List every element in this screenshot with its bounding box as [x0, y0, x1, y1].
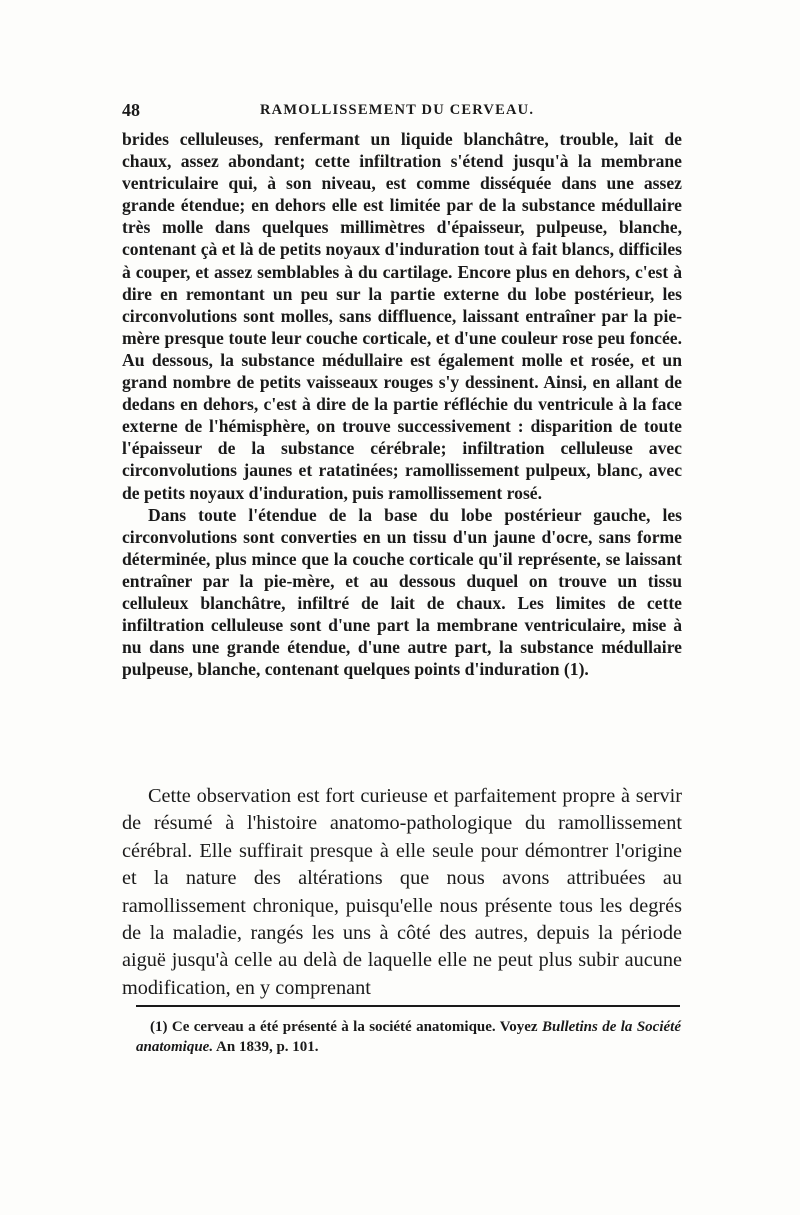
footnote-divider [136, 1005, 680, 1007]
page-number: 48 [122, 100, 140, 120]
running-title: RAMOLLISSEMENT DU CERVEAU. [260, 102, 535, 118]
case-description [122, 128, 682, 680]
footnote [136, 1017, 681, 1057]
paragraph-continued: brides celluleuses, renfermant un liquide blanchâtre, trouble, lait de chaux, assez abondant; cette infiltration s'étend jusqu'à la membrane ventriculaire qui, à son niveau, est comme disséquée dans une assez grande étendue; en dehors elle est limitée par de la substance médullaire très molle dans quelques millimètres d'épaisseur, pulpeuse, blanche, contenant çà et là de petits noyaux d'induration tout à fait blancs, difficiles à couper, et assez semblables à du cartilage. Encore plus en dehors, c'est à dire en remontant un peu sur la partie externe du lobe postérieur, les circonvolutions sont molles, sans diffluence, laissant entraîner par la pie-mère presque toute leur couche corticale, et d'une couleur rose peu foncée. Au dessous, la substance médullaire est également molle et rosée, et un grand nombre de petits vaisseaux rouges s'y dessinent. Ainsi, en allant de dedans en dehors, c'est à dire de la partie réfléchie du ventricule à la face externe de l'hémisphère, on trouve successivement : disparition de toute l'épaisseur de la substance cérébrale; infiltration celluleuse avec circonvolutions jaunes et ratatinées; ramollissement pulpeux, blanc, avec de petits noyaux d'induration, puis ramollissement rosé. [122, 129, 682, 503]
page-header [122, 100, 682, 124]
footnote-journal-title: Bulletins de la Société anatomique. [136, 1019, 681, 1055]
footnote-text: (1) Ce cerveau a été présenté à la société anatomique. Voyez [150, 1019, 542, 1035]
footnote-reference: An 1839, p. 101. [213, 1039, 319, 1055]
commentary [122, 783, 682, 1002]
footnote-paragraph [136, 1017, 681, 1057]
paragraph-base-lobe: Dans toute l'étendue de la base du lobe postérieur gauche, les circonvolutions sont converties en un tissu d'un jaune d'ocre, sans forme déterminée, plus mince que la couche corticale qu'il représente, se laissant entraîner par la pie-mère, et au dessous duquel on trouve un tissu celluleux blanchâtre, infiltré de lait de chaux. Les limites de cette infiltration celluleuse sont d'une part la membrane ventriculaire, mise à nu dans une grande étendue, d'une autre part, la substance médullaire pulpeuse, blanche, contenant quelques points d'induration (1). [122, 504, 682, 680]
paragraph-observation: Cette observation est fort curieuse et parfaitement propre à servir de résumé à l'histoire anatomo-pathologique du ramollissement cérébral. Elle suffirait presque à elle seule pour démontrer l'origine et la nature des altérations que nous avons attribuées au ramollissement chronique, puisqu'elle nous présente tous les degrés de la maladie, rangés les uns à côté des autres, depuis la période aiguë jusqu'à celle au delà de laquelle elle ne peut plus subir aucune modification, en y comprenant [122, 785, 682, 999]
